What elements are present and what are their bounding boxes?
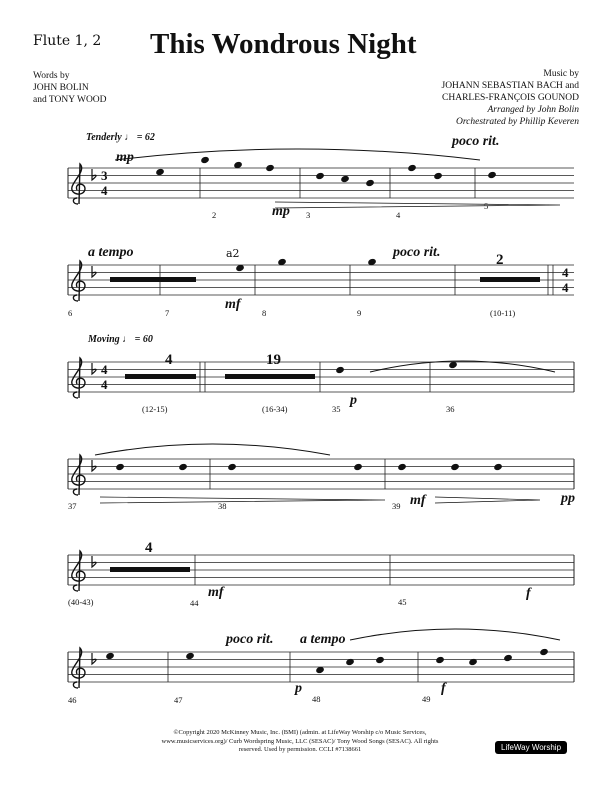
dynamic-mp: mp	[272, 204, 290, 219]
multirest-bar	[225, 374, 315, 379]
measure-number: 7	[165, 308, 170, 318]
dynamic-mf: mf	[208, 585, 224, 600]
notehead	[178, 463, 188, 471]
dynamic-f: f	[441, 681, 446, 696]
notehead	[487, 171, 497, 179]
poco-rit: poco rit.	[393, 245, 441, 260]
notehead	[397, 463, 407, 471]
dynamic-f: f	[526, 586, 531, 601]
time-signature: 4 4	[101, 362, 108, 392]
measure-number: (10-11)	[490, 308, 516, 318]
notehead	[265, 164, 275, 172]
measure-number: 35	[332, 404, 341, 414]
arranger: Arranged by John Bolin	[487, 105, 579, 115]
notehead	[365, 179, 375, 187]
measure-number: (40-43)	[68, 597, 94, 607]
notehead	[345, 658, 355, 666]
flat-key-signature-icon	[92, 363, 96, 374]
a-tempo: a tempo	[88, 245, 134, 260]
notehead	[115, 463, 125, 471]
measure-number: 8	[262, 308, 267, 318]
part-name: Flute 1, 2	[33, 33, 102, 49]
notehead	[435, 656, 445, 664]
notehead	[407, 164, 417, 172]
tempo-marking: Moving ♩ = 60	[88, 334, 153, 345]
dynamic-mf: mf	[410, 493, 426, 508]
a-tempo: a tempo	[300, 632, 346, 647]
notehead	[227, 463, 237, 471]
lyricist-2: and TONY WOOD	[33, 95, 107, 105]
notehead	[375, 656, 385, 664]
multirest-count: 4	[165, 352, 173, 368]
flat-key-signature-icon	[92, 460, 96, 471]
measure-number: (16-34)	[262, 404, 288, 414]
notehead	[315, 172, 325, 180]
orchestrator: Orchestrated by Phillip Keveren	[455, 117, 579, 127]
measure-number: 9	[357, 308, 362, 318]
time-signature: 3 4	[101, 168, 108, 198]
music-by: Music by	[543, 69, 579, 79]
slur	[115, 149, 480, 160]
notehead	[353, 463, 363, 471]
measure-number: 38	[218, 501, 227, 511]
flat-key-signature-icon	[92, 169, 96, 180]
measure-number: 4	[396, 210, 401, 220]
notehead	[450, 463, 460, 471]
hairpin	[275, 202, 560, 208]
notehead	[155, 168, 165, 176]
slur	[350, 629, 560, 640]
measure-number: 3	[306, 210, 311, 220]
flat-key-signature-icon	[92, 653, 96, 664]
multirest-bar	[480, 277, 540, 282]
notehead	[185, 652, 195, 660]
multirest-count: 19	[266, 352, 281, 368]
measure-number: 37	[68, 501, 77, 511]
dynamic-mf: mf	[225, 297, 241, 312]
multirest-bar	[110, 567, 190, 572]
measure-number: 2	[212, 210, 217, 220]
dynamic-p: p	[295, 681, 302, 696]
measure-number: 48	[312, 694, 321, 704]
slur	[95, 444, 330, 455]
notehead	[340, 175, 350, 183]
flat-key-signature-icon	[92, 266, 96, 277]
dynamic-pp: pp	[561, 491, 575, 506]
notehead	[200, 156, 210, 164]
words-by: Words by	[33, 71, 70, 81]
multirest-bar	[110, 277, 196, 282]
lyricist-1: JOHN BOLIN	[33, 83, 89, 93]
multirest-count: 4	[145, 540, 153, 556]
a2-marking: a2	[226, 247, 240, 260]
dynamic-mp: mp	[116, 150, 134, 165]
multirest-count: 2	[496, 252, 504, 268]
notehead	[539, 648, 549, 656]
lifeway-worship-logo: LifeWay Worship	[495, 741, 567, 754]
measure-number: 44	[190, 598, 199, 608]
multirest-bar	[125, 374, 196, 379]
composer-2: CHARLES-FRANÇOIS GOUNOD	[442, 93, 579, 103]
notehead	[105, 652, 115, 660]
measure-number: 5	[484, 201, 489, 211]
hairpin	[100, 497, 385, 503]
slur	[370, 361, 555, 372]
measure-number: 39	[392, 501, 401, 511]
flat-key-signature-icon	[92, 556, 96, 567]
notehead	[493, 463, 503, 471]
measure-number: 46	[68, 695, 77, 705]
measure-number: 47	[174, 695, 183, 705]
copyright-notice: ©Copyright 2020 McKinney Music, Inc. (BMI) (admin. at LifeWay Worship c/o Music Services, www.musicservices.org)/ Curb Wordspring Music, LLC (SESAC)/ Tony Wood Songs (SESAC). All rights reserved. Used by permission. CCLI #7138661	[161, 729, 439, 753]
hairpin	[435, 497, 540, 503]
measure-number: 49	[422, 694, 431, 704]
measure-number: 45	[398, 597, 407, 607]
measure-number: (12-15)	[142, 404, 168, 414]
composer-1: JOHANN SEBASTIAN BACH and	[441, 81, 579, 91]
notehead	[503, 654, 513, 662]
song-title: This Wondrous Night	[150, 28, 417, 60]
lyricist-credit	[33, 70, 107, 106]
measure-number: 36	[446, 404, 455, 414]
notehead	[433, 172, 443, 180]
dynamic-p: p	[350, 393, 357, 408]
poco-rit: poco rit.	[226, 632, 274, 647]
notehead	[468, 658, 478, 666]
poco-rit: poco rit.	[452, 134, 500, 149]
measure-number: 6	[68, 308, 73, 318]
notehead	[335, 366, 345, 374]
tempo-marking: Tenderly ♩ = 62	[86, 132, 155, 143]
composer-credit	[442, 68, 580, 128]
time-signature: 4 4	[562, 265, 569, 295]
